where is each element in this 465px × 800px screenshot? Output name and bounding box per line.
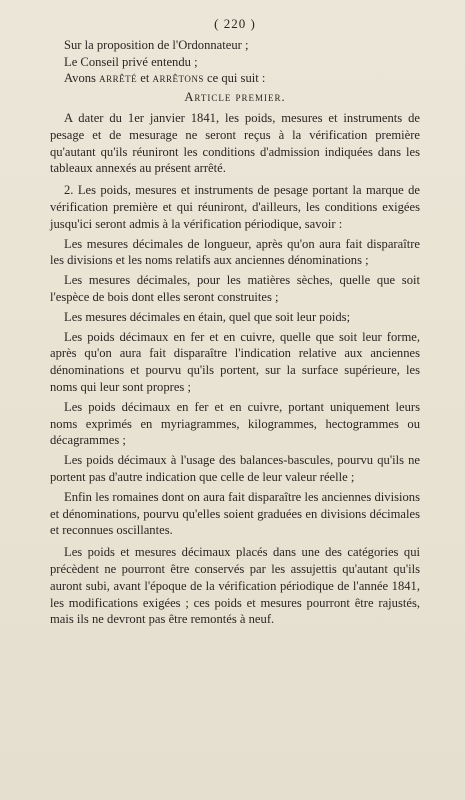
paragraph-4: Les mesures décimales, pour les matières sèches, quelle que soit l'espèce de bois dont elles seront construites ; (50, 273, 420, 304)
preamble-line-2: Le Conseil privé entendu ; (64, 54, 198, 69)
decree-suffix: ce qui suit : (203, 71, 266, 86)
paragraph-2: 2. Les poids, mesures et instruments de pesage portant la marque de vérification première et qui réuniront, d'ailleurs, les conditions exigées jusqu'ici seront admis à la vérification périodique, savoir : (50, 183, 420, 231)
decree-caps-1: arrêté (99, 71, 138, 86)
paragraph-6: Les poids décimaux en fer et en cuivre, quelle que soit leur forme, après qu'on aura fait disparaître l'indication relative aux anciennes dénominations et pourvu qu'ils portent, sur la surface supérieure, les noms qui leur sont propres ; (50, 329, 420, 394)
decree-caps-2: arrêtons (152, 71, 204, 86)
page-body (50, 16, 420, 628)
paragraph-10: Les poids et mesures décimaux placés dans une des catégories qui précèdent ne pourront être conservés par les assujettis qu'autant qu'ils auront subi, avant l'époque de la vérification périodique de l'année 1841, les modifications exigées ; ces poids et mesures pourront être rajustés, mais ils ne devront pas être remontés à neuf. (50, 545, 420, 627)
paragraph-3: Les mesures décimales de longueur, après qu'on aura fait disparaître les divisions et les noms relatifs aux anciennes dénominations ; (50, 236, 420, 268)
decree-mid: et (137, 71, 153, 86)
preamble-line-1: Sur la proposition de l'Ordonnateur ; (64, 37, 249, 52)
paragraph-9: Enfin les romaines dont on aura fait disparaître les anciennes divisions et dénominations, pourvu qu'elles soient graduées en divisions décimales et reconnues oscillantes. (50, 489, 420, 538)
paragraph-1: A dater du 1er janvier 1841, les poids, mesures et instruments de pesage et de mesurage ne seront reçus à la vérification première qu'autant qu'ils réuniront les conditions d'admission indiquées dans les tableaux annexés au présent arrêté. (50, 110, 420, 176)
paragraph-8: Les poids décimaux à l'usage des balances-bascules, pourvu qu'ils ne portent pas d'autre indication que celle de leur valeur réelle ; (50, 453, 420, 484)
article-heading: Article premier. (184, 90, 286, 105)
page-number: ( 220 ) (214, 16, 256, 31)
paragraph-7: Les poids décimaux en fer et en cuivre, portant uniquement leurs noms exprimés en myriagrammes, kilogrammes, hectogrammes ou décagrammes ; (50, 399, 420, 448)
decree-prefix: Avons (64, 71, 100, 86)
paragraph-5: Les mesures décimales en étain, quel que soit leur poids; (64, 309, 351, 324)
decree-line (50, 70, 420, 87)
